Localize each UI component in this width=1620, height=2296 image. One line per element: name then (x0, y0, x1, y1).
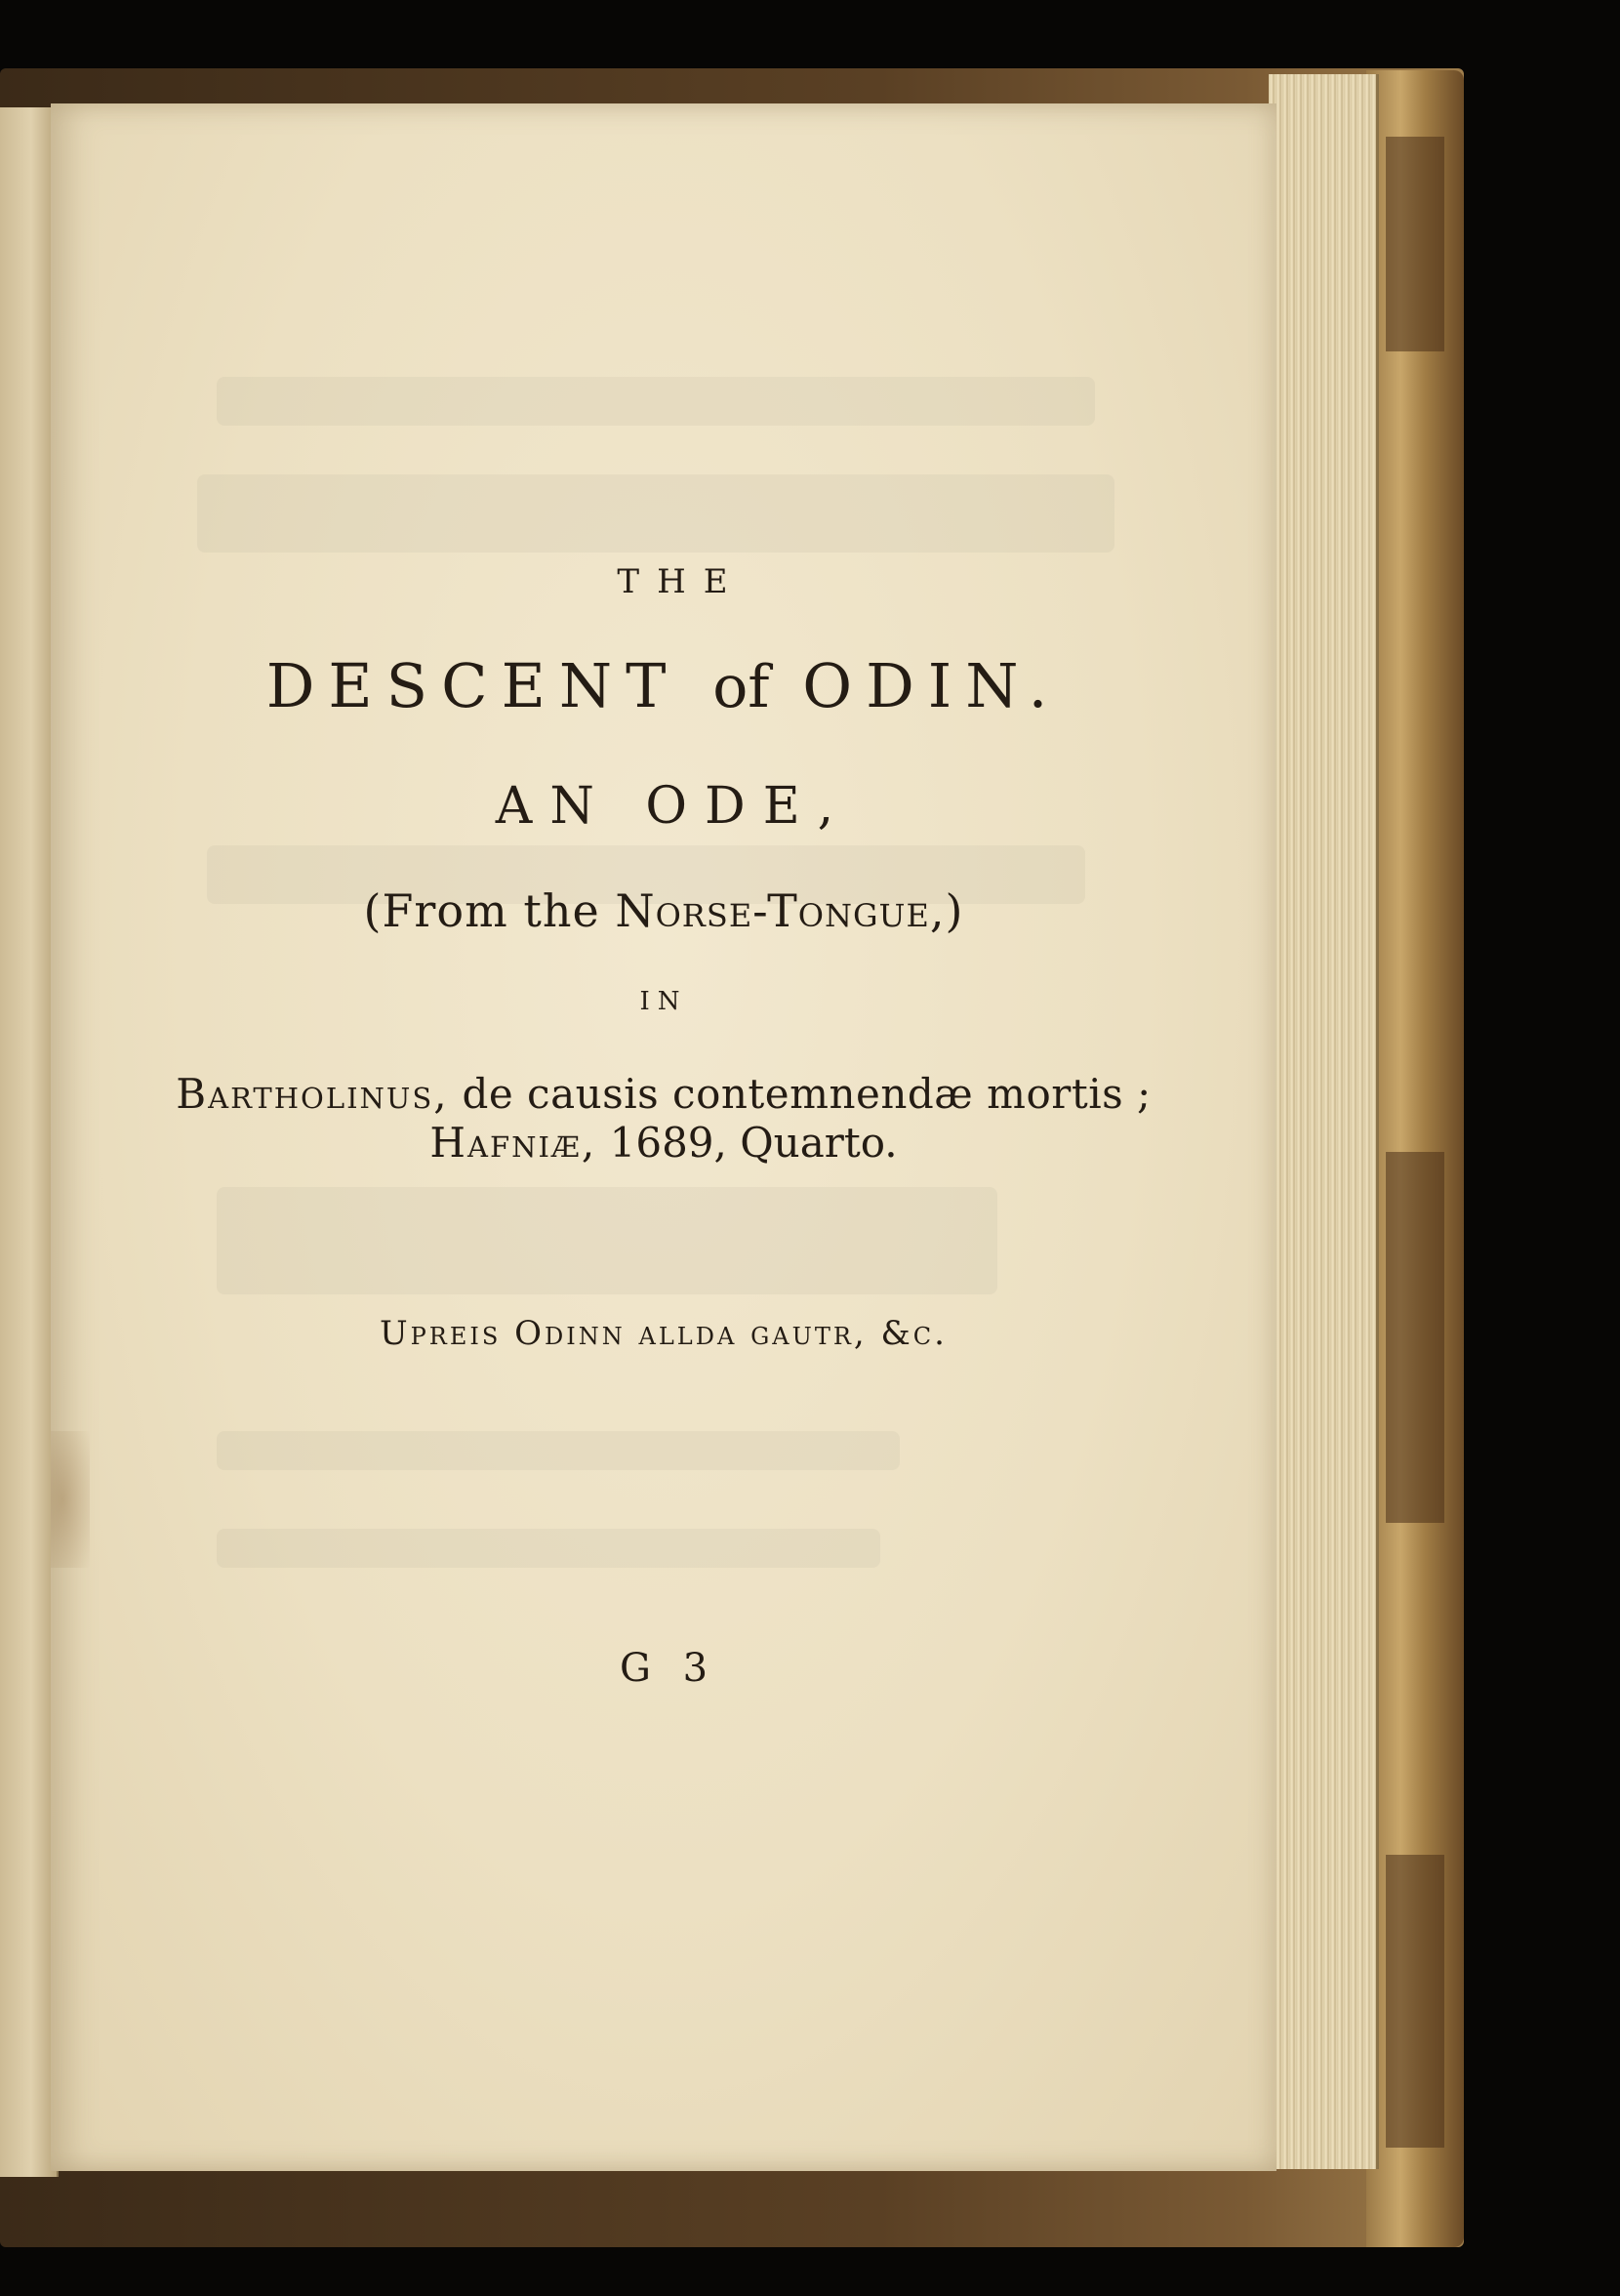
spine-wear-mark (1386, 1152, 1444, 1523)
show-through-text (217, 1187, 997, 1294)
citation-line-1 (51, 1070, 1276, 1118)
title-page (51, 103, 1276, 2171)
source-language-line (51, 884, 1276, 937)
citation-work: de causis contemnendæ mortis ; (462, 1070, 1152, 1118)
citation-year-format: 1689, Quarto. (609, 1119, 898, 1167)
citation-line-2 (51, 1119, 1276, 1167)
incipit-line: Upreis Odinn allda gautr, &c. (380, 1314, 948, 1353)
citation-place: Hafniæ, (429, 1119, 597, 1167)
show-through-text (217, 377, 1095, 426)
page-stack-fore-edge (1269, 74, 1379, 2169)
source-the: the (523, 884, 600, 937)
facing-page-edge (0, 107, 59, 2177)
title-descent: DESCENT (265, 650, 680, 721)
show-through-text (217, 1431, 900, 1470)
subtitle: AN ODE, (495, 777, 852, 836)
source-from: (From (363, 884, 508, 937)
source-tongue: Norse-Tongue,) (615, 884, 964, 937)
heading-the: THE (617, 562, 746, 601)
signature-mark: G 3 (619, 1646, 718, 1691)
show-through-text (197, 474, 1114, 553)
title-odin: ODIN. (802, 650, 1062, 721)
in-word: IN (639, 987, 688, 1016)
page-title (51, 650, 1276, 721)
citation-author: Bartholinus, (176, 1070, 449, 1118)
gutter-stain (51, 1431, 90, 1568)
show-through-text (217, 1529, 880, 1568)
title-of: of (712, 653, 770, 721)
spine-wear-mark (1386, 137, 1444, 351)
spine-wear-mark (1386, 1855, 1444, 2148)
